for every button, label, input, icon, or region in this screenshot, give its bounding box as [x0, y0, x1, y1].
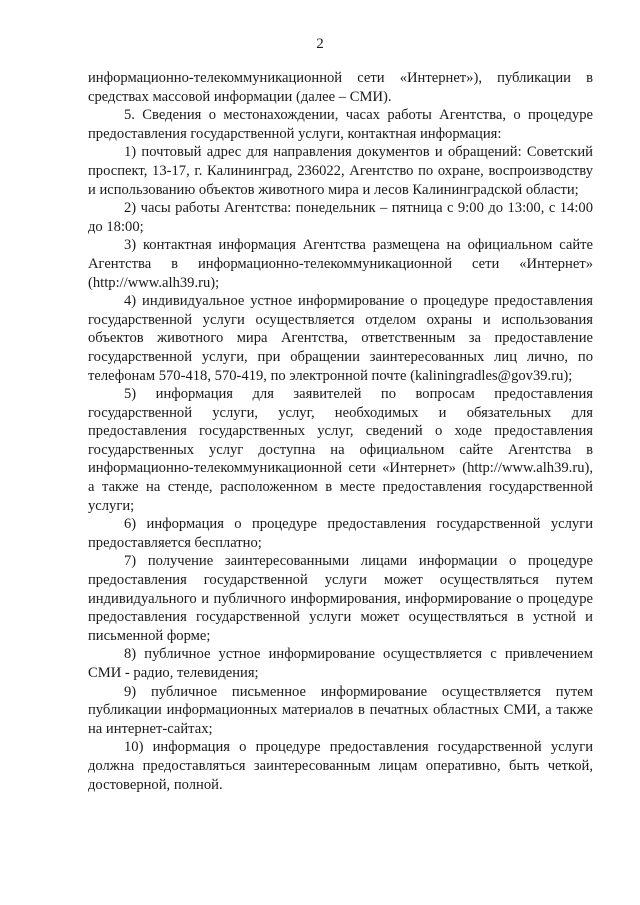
paragraph-item-4-individual-info: 4) индивидуальное устное информирование о процедуре предоставления государственной услуги осуществляется отделом охраны и использования объектов животного мира Агентства, ответственным за предоставление государственной услуги, при обращении заинтересованных лиц лично, по телефонам 570-418, 570-419, по электронной почте (kaliningradles@gov39.ru);: [88, 293, 593, 384]
paragraph-item-10-info-quality: 10) информация о процедуре предоставления государственной услуги должна предоставляться заинтересованным лицам оперативно, быть четкой, достоверной, полной.: [88, 739, 593, 793]
paragraph-item-7-info-forms: 7) получение заинтересованными лицами информации о процедуре предоставления государственной услуги может осуществляться путем индивидуального и публичного информирования, информирование о процедуре предоставления государственной услуги может осуществляться в устной и письменной форме;: [88, 553, 593, 644]
paragraph-item-2-working-hours: 2) часы работы Агентства: понедельник – пятница с 9:00 до 13:00, с 14:00 до 18:00;: [88, 200, 593, 235]
paragraph-continuation: информационно-телекоммуникационной сети «Интернет»), публикации в средствах массовой информации (далее – СМИ).: [88, 70, 593, 105]
paragraph-item-8-public-oral: 8) публичное устное информирование осуществляется с привлечением СМИ - радио, телевидения;: [88, 646, 593, 681]
paragraph-item-1-postal-address: 1) почтовый адрес для направления документов и обращений: Советский проспект, 13-17, г. Калининград, 236022, Агентство по охране, воспроизводству и использованию объектов животного мира и лесов Калининградской области;: [88, 144, 593, 198]
page-number: 2: [316, 36, 324, 52]
paragraph-item-3-website: 3) контактная информация Агентства размещена на официальном сайте Агентства в информационно-телекоммуникационной сети «Интернет» (http://www.alh39.ru);: [88, 237, 593, 291]
paragraph-item-9-public-written: 9) публичное письменное информирование осуществляется путем публикации информационных материалов в печатных областных СМИ, а также на интернет-сайтах;: [88, 683, 593, 737]
document-body: [88, 69, 593, 794]
paragraph-section-5: 5. Сведения о местонахождении, часах работы Агентства, о процедуре предоставления государственной услуги, контактная информация:: [88, 107, 593, 142]
paragraph-item-6-free-info: 6) информация о процедуре предоставления государственной услуги предоставляется бесплатно;: [88, 516, 593, 551]
paragraph-item-5-applicant-info: 5) информация для заявителей по вопросам предоставления государственной услуги, услуг, необходимых и обязательных для предоставления государственных услуг, сведений о ходе предоставления государственных услуг доступна на официальном сайте Агентства в информационно-телекоммуникационной сети «Интернет» (http://www.alh39.ru), а также на стенде, расположенном в месте предоставления государственной услуги;: [88, 386, 593, 514]
